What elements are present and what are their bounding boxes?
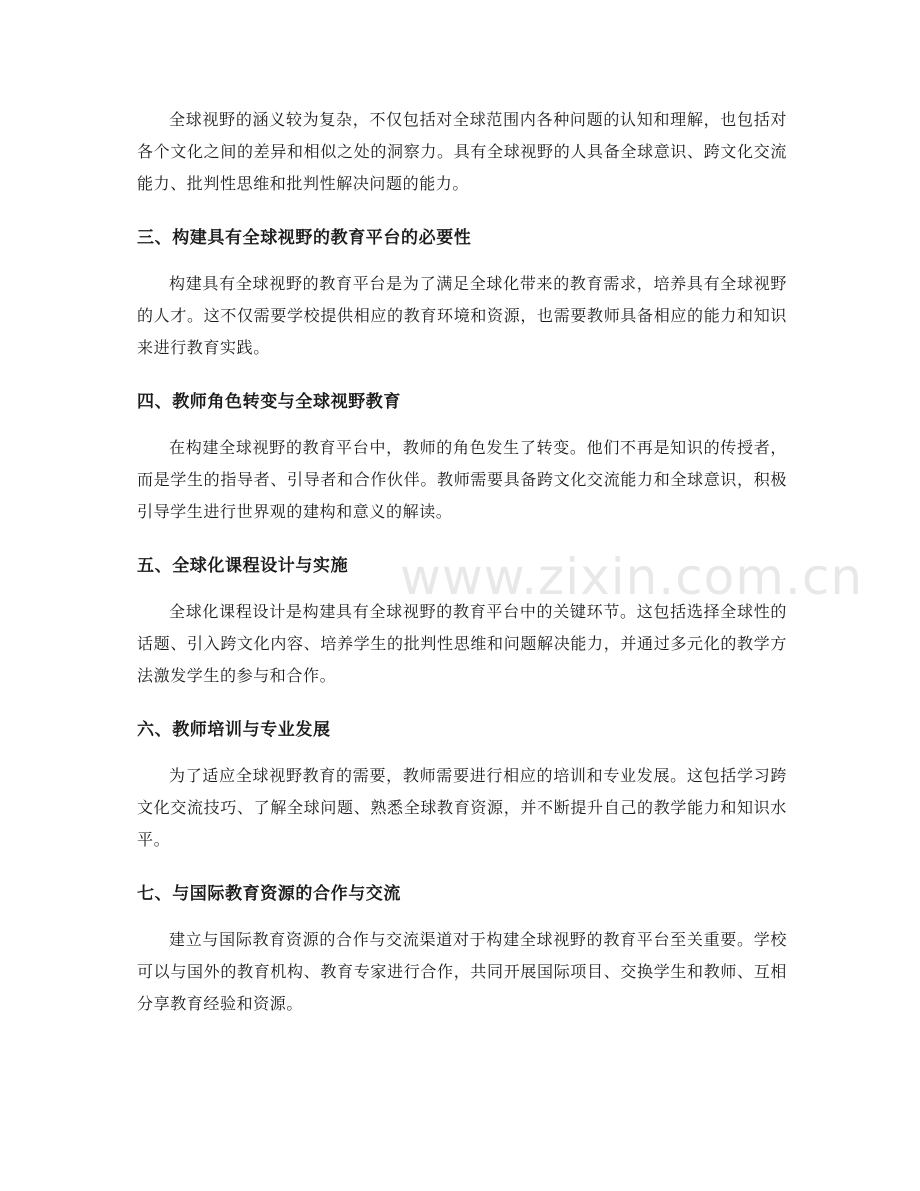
section-heading-4: 四、教师角色转变与全球视野教育 bbox=[137, 392, 401, 412]
section-body-4: 在构建全球视野的教育平台中，教师的角色发生了转变。他们不再是知识的传授者，而是学生的指导者、引导者和合作伙伴。教师需要具备跨文化交流能力和全球意识，积极引导学生进行世界观的建构和意义的解读。 bbox=[137, 438, 787, 521]
section-heading-6: 六、教师培训与专业发展 bbox=[137, 720, 331, 740]
section-heading-7: 七、与国际教育资源的合作与交流 bbox=[137, 884, 401, 904]
intro-paragraph: 全球视野的涵义较为复杂，不仅包括对全球范围内各种问题的认知和理解，也包括对各个文化之间的差异和相似之处的洞察力。具有全球视野的人具备全球意识、跨文化交流能力、批判性思维和批判性解决问题的能力。 bbox=[137, 110, 787, 193]
watermark: www.zixin.com.cn bbox=[400, 548, 864, 606]
section-body-5: 全球化课程设计是构建具有全球视野的教育平台中的关键环节。这包括选择全球性的话题、引入跨文化内容、培养学生的批判性思维和问题解决能力，并通过多元化的教学方法激发学生的参与和合作。 bbox=[137, 602, 787, 685]
document-body bbox=[137, 104, 787, 1020]
section-body-3: 构建具有全球视野的教育平台是为了满足全球化带来的教育需求，培养具有全球视野的人才。这不仅需要学校提供相应的教育环境和资源，也需要教师具备相应的能力和知识来进行教育实践。 bbox=[137, 274, 787, 357]
section-heading-5: 五、全球化课程设计与实施 bbox=[137, 556, 349, 576]
section-body-6: 为了适应全球视野教育的需要，教师需要进行相应的培训和专业发展。这包括学习跨文化交流技巧、了解全球问题、熟悉全球教育资源，并不断提升自己的教学能力和知识水平。 bbox=[137, 766, 787, 849]
section-body-7: 建立与国际教育资源的合作与交流渠道对于构建全球视野的教育平台至关重要。学校可以与国外的教育机构、教育专家进行合作，共同开展国际项目、交换学生和教师、互相分享教育经验和资源。 bbox=[137, 930, 787, 1013]
section-heading-3: 三、构建具有全球视野的教育平台的必要性 bbox=[137, 228, 472, 248]
